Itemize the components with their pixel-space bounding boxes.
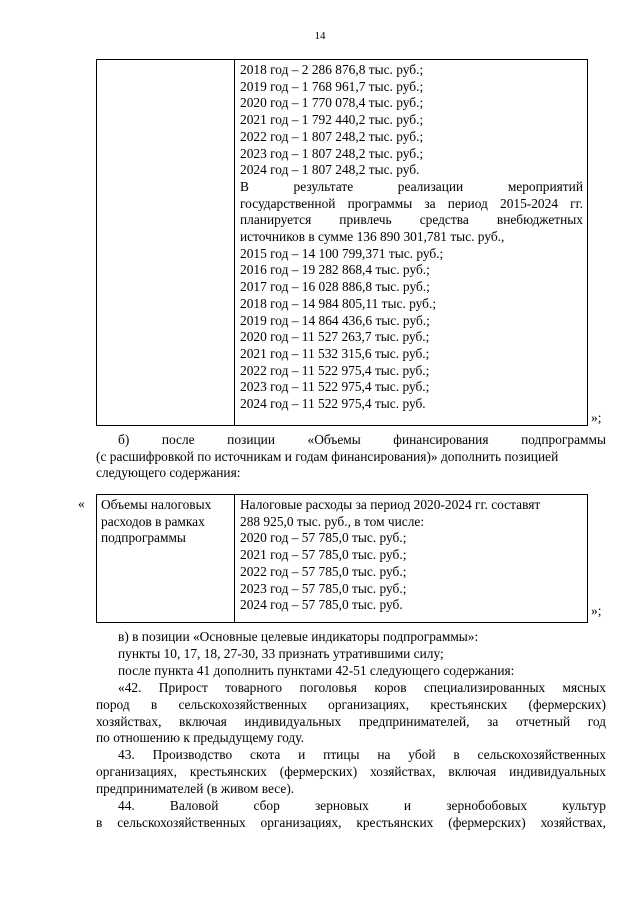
financing-row: 2024 год – 1 807 248,2 тыс. руб.: [240, 162, 420, 178]
section-b-line: б) после позиции «Объемы финансирования подпрограммы: [118, 432, 606, 447]
extrabudget-row: 2017 год – 16 028 886,8 тыс. руб.;: [240, 279, 430, 295]
document-body: [96, 629, 606, 832]
table-column-divider: [234, 495, 235, 622]
tax-line: 2023 год – 57 785,0 тыс. руб.;: [240, 580, 407, 596]
financing-row: 2019 год – 1 768 961,7 тыс. руб.;: [240, 78, 424, 94]
financing-row: 2022 год – 1 807 248,2 тыс. руб.;: [240, 128, 424, 144]
financing-paragraph-line: источников в сумме 136 890 301,781 тыс. руб.,: [240, 229, 505, 245]
item-44-line: в сельскохозяйственных организациях, крестьянских (фермерских) хозяйствах,: [96, 814, 606, 830]
extrabudget-row: 2016 год – 19 282 868,4 тыс. руб.;: [240, 262, 430, 278]
financing-row: 2021 год – 1 792 440,2 тыс. руб.;: [240, 112, 424, 128]
item-43-line: 43. Производство скота и птицы на убой в сельскохозяйственных: [118, 747, 606, 763]
body-line: в) в позиции «Основные целевые индикаторы подпрограммы»:: [118, 629, 479, 644]
section-b: [96, 432, 606, 482]
item-42-line: по отношению к предыдущему году.: [96, 730, 304, 746]
tax-line: 2021 год – 57 785,0 тыс. руб.;: [240, 547, 407, 563]
extrabudget-row: 2015 год – 14 100 799,371 тыс. руб.;: [240, 245, 444, 261]
body-line: пункты 10, 17, 18, 27-30, 33 признать утратившими силу;: [118, 645, 444, 661]
item-44-line: 44. Валовой сбор зерновых и зернобобовых культур: [118, 798, 606, 814]
tax-line: 2022 год – 57 785,0 тыс. руб.;: [240, 563, 407, 579]
tax-label-line: Объемы налоговых: [101, 497, 212, 512]
tax-line: Налоговые расходы за период 2020-2024 гг. составят: [240, 497, 541, 512]
table-column-divider: [234, 60, 235, 425]
section-b-line: следующего содержания:: [96, 465, 241, 481]
financing-cell: [240, 62, 583, 413]
financing-table: [96, 59, 588, 426]
opening-quote: «: [78, 496, 85, 511]
closing-quote: »;: [591, 603, 602, 618]
financing-paragraph-line: планируется привлечь средства внебюджетных: [240, 212, 583, 228]
tax-line: 288 925,0 тыс. руб., в том числе:: [240, 513, 425, 529]
tax-expenses-value-cell: [240, 497, 583, 614]
closing-quote: »;: [591, 410, 602, 425]
financing-row: 2018 год – 2 286 876,8 тыс. руб.;: [240, 62, 424, 77]
financing-paragraph-line: государственной программы за период 2015-2024 гг.: [240, 195, 583, 211]
financing-paragraph-line: В результате реализации мероприятий: [240, 178, 583, 194]
extrabudget-row: 2024 год – 11 522 975,4 тыс. руб.: [240, 396, 426, 412]
item-43-line: предпринимателей (в живом весе).: [96, 781, 295, 797]
financing-row: 2020 год – 1 770 078,4 тыс. руб.;: [240, 95, 424, 111]
item-42-line: «42. Прирост товарного поголовья коров специализированных мясных: [118, 679, 606, 695]
tax-line: 2024 год – 57 785,0 тыс. руб.: [240, 597, 403, 613]
extrabudget-row: 2020 год – 11 527 263,7 тыс. руб.;: [240, 329, 430, 345]
item-42-line: пород в сельскохозяйственных организациях, крестьянских (фермерских): [96, 696, 606, 712]
tax-expenses-table: [96, 494, 588, 623]
extrabudget-row: 2019 год – 14 864 436,6 тыс. руб.;: [240, 312, 430, 328]
extrabudget-row: 2022 год – 11 522 975,4 тыс. руб.;: [240, 362, 430, 378]
extrabudget-row: 2021 год – 11 532 315,6 тыс. руб.;: [240, 345, 430, 361]
extrabudget-row: 2023 год – 11 522 975,4 тыс. руб.;: [240, 379, 430, 395]
body-line: после пункта 41 дополнить пунктами 42-51 следующего содержания:: [118, 662, 515, 678]
item-42-line: хозяйствах, включая индивидуальных предпринимателей, за отчетный год: [96, 713, 606, 729]
extrabudget-row: 2018 год – 14 984 805,11 тыс. руб.;: [240, 295, 437, 311]
tax-line: 2020 год – 57 785,0 тыс. руб.;: [240, 530, 407, 546]
tax-label-line: расходов в рамках: [101, 513, 205, 529]
item-43-line: организациях, крестьянских (фермерских) хозяйствах, включая индивидуальных: [96, 764, 606, 780]
tax-label-line: подпрограммы: [101, 530, 186, 546]
tax-expenses-label-cell: [101, 497, 231, 547]
financing-row: 2023 год – 1 807 248,2 тыс. руб.;: [240, 145, 424, 161]
page-number: 14: [314, 30, 326, 42]
section-b-line: (с расшифровкой по источникам и годам финансирования)» дополнить позицией: [96, 448, 559, 464]
